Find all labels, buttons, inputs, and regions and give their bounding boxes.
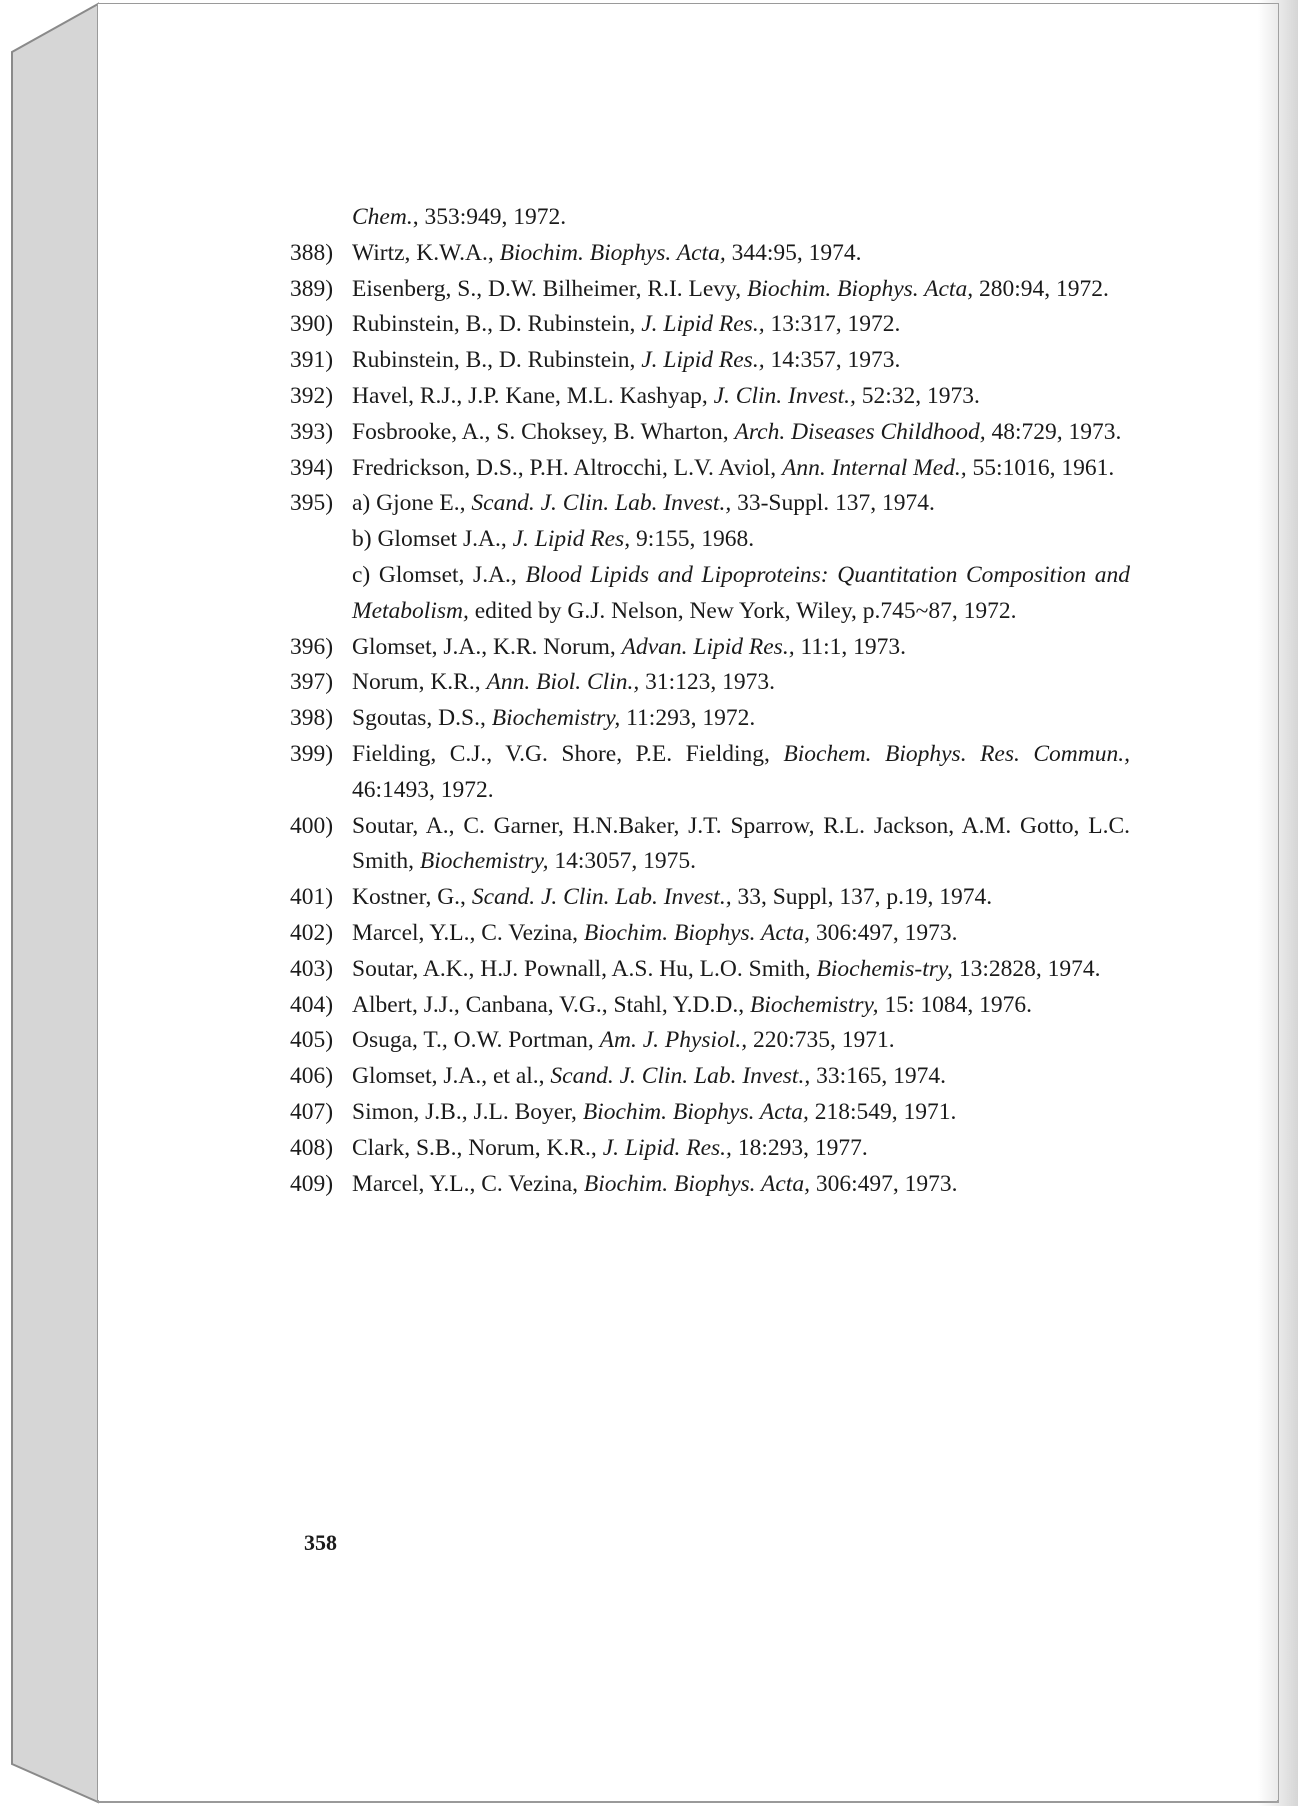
reference-entry [290,665,1130,701]
citation-text: a) Gjone E., [352,490,472,517]
citation-text: Marcel, Y.L., C. Vezina, [352,919,584,946]
reference-citation [352,809,1130,881]
sub-reference [352,558,1130,630]
reference-number: 398) [290,705,334,732]
citation-text: Soutar, A., C. Garner, H.N.Baker, J.T. Sparrow, R.L. Jackson, A.M. Gotto, L.C. Smith, [352,812,1130,875]
journal-title: Am. J. Physiol., [599,1027,748,1054]
reference-entry [290,988,1130,1024]
reference-entry [290,1095,1130,1131]
reference-citation [352,1131,1130,1167]
reference-entry [290,1059,1130,1095]
citation-text: Norum, K.R., [352,669,487,696]
reference-number: 401) [290,884,334,911]
citation-text: 13:2828, 1974. [952,955,1101,982]
citation-text: Simon, J.B., J.L. Boyer, [352,1098,583,1125]
reference-citation [352,737,1130,809]
citation-text: 14:3057, 1975. [548,848,697,875]
journal-title: Biochem. Biophys. Res. Commun., [783,740,1130,767]
reference-entry [290,630,1130,666]
journal-title: Biochim. Biophys. Acta, [582,1098,809,1125]
reference-citation [352,1023,1130,1059]
citation-text: Fielding, C.J., V.G. Shore, P.E. Fielding, [352,740,784,767]
citation-text: 11:293, 1972. [620,705,756,732]
journal-title: Biochemistry, [419,848,549,875]
citation-text: Marcel, Y.L., C. Vezina, [352,1170,584,1197]
reference-number: 394) [290,454,334,481]
citation-text: Glomset, J.A., et al., [352,1063,551,1090]
reference-citation [352,952,1130,988]
reference-entry [290,1167,1130,1203]
journal-title: Scand. J. Clin. Lab. Invest., [550,1063,811,1090]
citation-text: edited by G.J. Nelson, New York, Wiley, p.745~87, 1972. [468,597,1017,624]
continuation-line [290,200,1130,236]
reference-number: 390) [290,311,334,338]
journal-title: Biochim. Biophys. Acta, [583,919,810,946]
citation-text: 46:1493, 1972. [352,776,494,803]
reference-citation [352,307,1130,343]
sub-reference [352,522,1130,558]
citation-text: Kostner, G., [352,884,472,911]
reference-entry [290,451,1130,487]
reference-number: 393) [290,418,334,445]
citation-text: 306:497, 1973. [809,919,958,946]
citation-text: Havel, R.J., J.P. Kane, M.L. Kashyap, [352,382,714,409]
reference-entry [290,486,1130,629]
reference-citation [352,988,1130,1024]
citation-text: Wirtz, K.W.A., [352,239,500,266]
reference-citation [352,1167,1130,1203]
reference-citation [352,343,1130,379]
reference-citation [352,1059,1130,1095]
reference-entry [290,1131,1130,1167]
citation-text: Sgoutas, D.S., [352,705,492,732]
citation-text: Glomset, J.A., K.R. Norum, [352,633,622,660]
citation-text: b) Glomset J.A., [352,526,513,553]
reference-citation [352,379,1130,415]
journal-title: J. Lipid. Res., [602,1134,732,1161]
reference-entry [290,701,1130,737]
reference-citation [352,665,1130,701]
reference-entry [290,809,1130,881]
reference-citation [352,451,1130,487]
reference-number: 402) [290,919,334,946]
reference-number: 404) [290,991,334,1018]
reference-entry [290,880,1130,916]
reference-entry [290,737,1130,809]
reference-citation [352,415,1130,451]
citation-text: Eisenberg, S., D.W. Bilheimer, R.I. Levy, [352,275,748,302]
citation-text: c) Glomset, J.A., [352,561,526,588]
reference-citation [352,1095,1130,1131]
reference-number: 396) [290,633,334,660]
page-number: 358 [304,1530,337,1555]
journal-title: Arch. Diseases Childhood, [734,418,986,445]
citation-text: 14:357, 1973. [764,347,901,374]
citation-text: 33:165, 1974. [810,1063,946,1090]
reference-citation [352,272,1130,308]
citation-text: Clark, S.B., Norum, K.R., [352,1134,603,1161]
citation-text: 220:735, 1971. [747,1027,895,1054]
reference-citation [352,701,1130,737]
journal-title: J. Lipid Res., [641,311,765,338]
journal-title: Biochim. Biophys. Acta, [499,239,726,266]
reference-citation [352,880,1130,916]
reference-number: 408) [290,1134,334,1161]
reference-number: 388) [290,239,334,266]
citation-text: Rubinstein, B., D. Rubinstein, [352,347,642,374]
citation-text: Soutar, A.K., H.J. Pownall, A.S. Hu, L.O. Smith, [352,955,817,982]
journal-title: Ann. Internal Med., [781,454,967,481]
sub-reference [352,486,1130,522]
reference-number: 397) [290,669,334,696]
page-edge-shadow [1258,0,1298,1806]
reference-number: 389) [290,275,334,302]
reference-entry [290,272,1130,308]
citation-text: 31:123, 1973. [639,669,776,696]
reference-citation [352,486,1130,629]
reference-citation [352,630,1130,666]
citation-text: 33-Suppl. 137, 1974. [731,490,935,517]
journal-title: J. Lipid Res, [512,526,631,553]
citation-text: 218:549, 1971. [808,1098,957,1125]
reference-entry [290,952,1130,988]
citation-text: 13:317, 1972. [764,311,901,338]
journal-title: Biochim. Biophys. Acta, [583,1170,810,1197]
citation-text: Albert, J.J., Canbana, V.G., Stahl, Y.D.D., [352,991,750,1018]
citation-text: 306:497, 1973. [809,1170,958,1197]
reference-entry [290,916,1130,952]
reference-entry [290,236,1130,272]
journal-title: J. Clin. Invest., [713,382,856,409]
journal-title: Advan. Lipid Res., [621,633,795,660]
reference-list [290,200,1130,1202]
journal-title: Scand. J. Clin. Lab. Invest., [471,490,732,517]
reference-entry [290,307,1130,343]
reference-number: 405) [290,1027,334,1054]
citation-text: 52:32, 1973. [855,382,980,409]
citation-text: 48:729, 1973. [985,418,1122,445]
reference-citation [352,236,1130,272]
citation-text: 55:1016, 1961. [966,454,1115,481]
continuation-text [352,200,1130,236]
citation-text: Fredrickson, D.S., P.H. Altrocchi, L.V. Aviol, [352,454,782,481]
citation-text: 15: 1084, 1976. [878,991,1032,1018]
journal-title: Biochemistry, [491,705,621,732]
journal-title: Chem. [352,204,413,230]
reference-entry [290,1023,1130,1059]
reference-number: 403) [290,955,334,982]
citation-text: , 353:949, 1972. [412,204,567,230]
journal-title: Blood Lipids and Lipoproteins: Quantitation Composition and Metabolism, [352,561,1131,624]
citation-text: 11:1, 1973. [794,633,906,660]
journal-title: Biochemistry, [749,991,879,1018]
citation-text: 9:155, 1968. [630,526,755,553]
journal-title: J. Lipid Res., [641,347,765,374]
citation-text: Osuga, T., O.W. Portman, [352,1027,600,1054]
citation-text: 18:293, 1977. [731,1134,868,1161]
citation-text: 33, Suppl, 137, p.19, 1974. [731,884,993,911]
journal-title: Scand. J. Clin. Lab. Invest., [471,884,732,911]
reference-citation [352,916,1130,952]
reference-entry [290,415,1130,451]
reference-number: 392) [290,382,334,409]
citation-text: 280:94, 1972. [973,275,1109,302]
reference-number: 399) [290,740,334,767]
reference-entry [290,379,1130,415]
reference-number: 406) [290,1063,334,1090]
citation-text: 344:95, 1974. [725,239,862,266]
reference-number: 395) [290,490,334,517]
reference-number: 409) [290,1170,334,1197]
citation-text: Fosbrooke, A., S. Choksey, B. Wharton, [352,418,735,445]
reference-number: 391) [290,347,334,374]
journal-title: Ann. Biol. Clin., [486,669,640,696]
reference-number: 400) [290,812,334,839]
journal-title: Biochemis-try, [816,955,953,982]
journal-title: Biochim. Biophys. Acta, [747,275,974,302]
citation-text: Rubinstein, B., D. Rubinstein, [352,311,642,338]
reference-number: 407) [290,1098,334,1125]
reference-entry [290,343,1130,379]
